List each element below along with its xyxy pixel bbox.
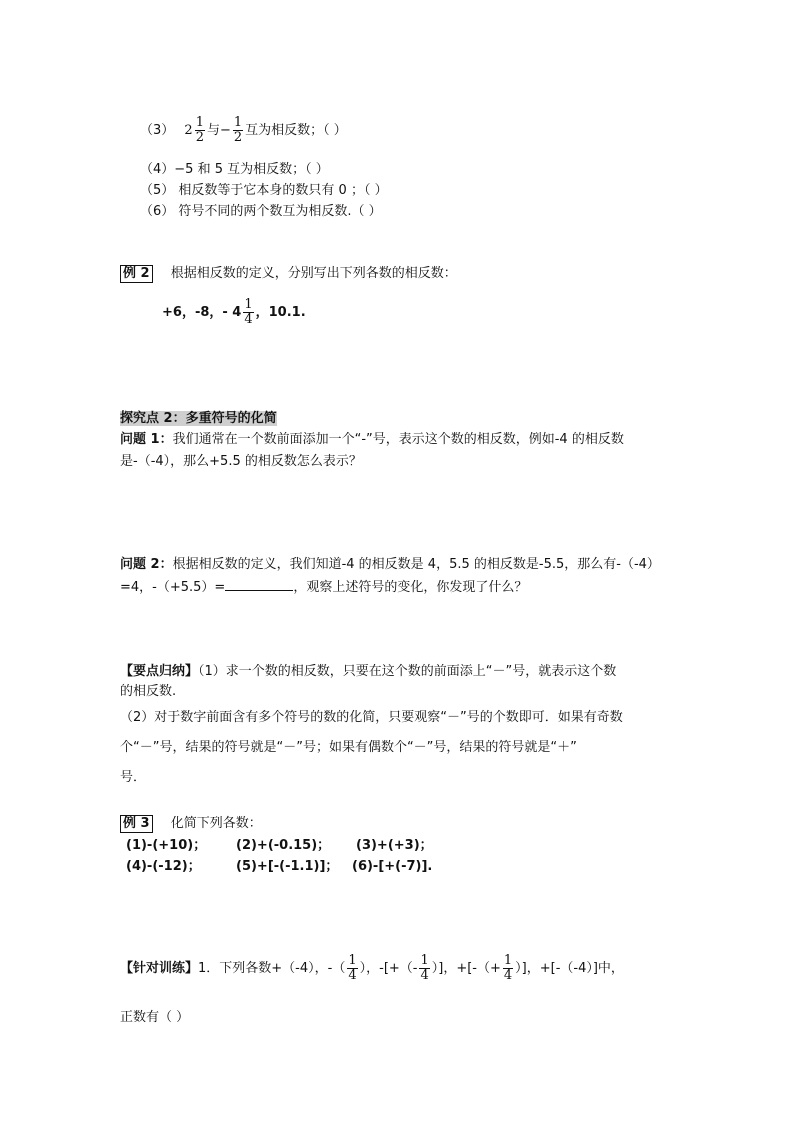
example-3-item-5: (5)+[-(-1.1)]； (236, 859, 339, 874)
training-line-1: 【针对训练】1．下列各数+（-4），-（ $\frac{1}{4}$ ），-[+（- $\frac{1}{4}$ ）]，+[-（+ $\frac{1}{4}$ ）]，+[-（-4）]中， (120, 953, 624, 983)
q3-mid: 与− (206, 123, 231, 138)
training-fraction-2: $\frac{1}{4}$ (420, 953, 429, 983)
summary-line-4: 个“－”号，结果的符号就是“－”号；如果有偶数个“－”号，结果的符号就是“＋” (120, 740, 577, 755)
example-3-item-4: (4)-(-12)； (126, 859, 201, 874)
example-2-fraction: $\frac{1}{4}$ (244, 297, 253, 327)
example-3-item-2: (2)+(-0.15)； (236, 838, 331, 853)
summary-line-3: （2）对于数字前面含有多个符号的数的化简，只要观察“－”号的个数即可．如果有奇数 (120, 710, 623, 725)
example-3-item-6: (6)-[+(-7)]. (352, 859, 433, 874)
answer-blank[interactable] (225, 576, 293, 591)
question-4: （4）−5 和 5 互为相反数；（ ） (140, 162, 329, 177)
q3-tail: 互为相反数；（ ） (245, 123, 347, 138)
question-3 (140, 116, 347, 145)
question-6: （6） 符号不同的两个数互为相反数.（ ） (140, 204, 382, 219)
problem-1-line-2: 是-（-4），那么+5.5 的相反数怎么表示？ (120, 454, 362, 469)
example-2-text: 根据相反数的定义，分别写出下列各数的相反数： (170, 266, 457, 281)
example-3-item-3: (3)+(+3)； (356, 838, 433, 853)
summary-line-1: 【要点归纳】（1）求一个数的相反数，只要在这个数的前面添上“－”号，就表示这个数 (120, 664, 617, 679)
example-2-tag: 例 2 (120, 265, 153, 283)
summary-line-2: 的相反数. (120, 684, 177, 699)
example-3-tag: 例 3 (120, 815, 153, 833)
problem-2-line-1: 问题 2：根据相反数的定义，我们知道-4 的相反数是 4，5.5 的相反数是-5.5，那么有-（-4） (120, 557, 660, 572)
q3-fraction-2: $\frac{1}{2}$ (233, 115, 243, 145)
summary-line-5: 号． (120, 770, 147, 785)
training-fraction-3: $\frac{1}{4}$ (503, 953, 513, 983)
problem-2-line-2: =4，-（+5.5）= ，观察上述符号的变化，你发现了什么？ (120, 576, 527, 598)
q3-fraction-1: $\frac{1}{2}$ (195, 115, 204, 145)
q3-whole: 2 (184, 123, 193, 138)
problem-1-line-1: 问题 1：我们通常在一个数前面添加一个“-”号，表示这个数的相反数，例如-4 的相反数 (120, 432, 624, 447)
example-2 (120, 264, 457, 284)
example-3-text: 化简下列各数： (170, 816, 262, 831)
example-3 (120, 814, 262, 834)
q3-label: （3） (140, 123, 175, 138)
example-2-numbers: +6，-8，- 4 $\frac{1}{4}$ ，10.1. (162, 297, 306, 327)
training-line-2: 正数有（ ） (120, 1010, 190, 1025)
explore-title: 探究点 2：多重符号的化简 (120, 411, 277, 426)
question-5: （5） 相反数等于它本身的数只有 0 ；（ ） (140, 183, 388, 198)
training-fraction-1: $\frac{1}{4}$ (348, 953, 357, 983)
example-3-item-1: (1)-(+10)； (126, 838, 207, 853)
